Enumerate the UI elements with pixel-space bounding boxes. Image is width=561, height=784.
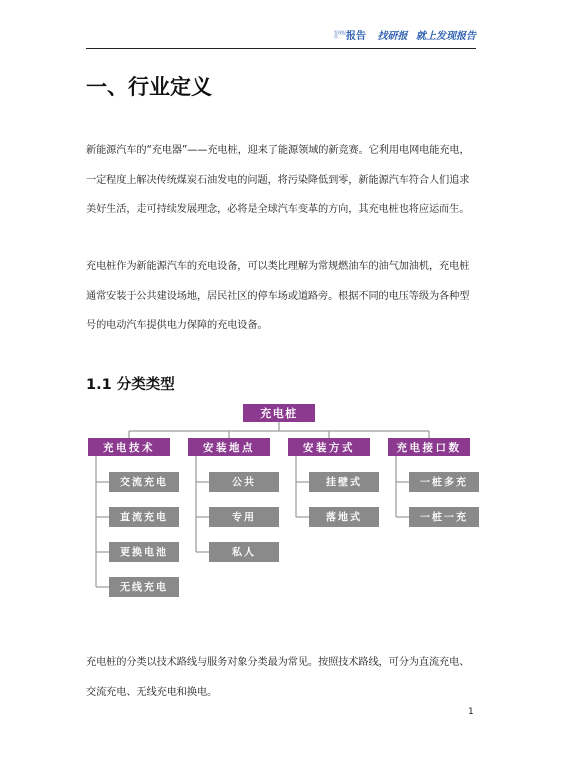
- section-heading: 1.1 分类类型: [86, 377, 175, 393]
- child-node-4-1-label: 一桩多充: [420, 477, 468, 489]
- logo-small-text: 发现报告: [334, 29, 346, 39]
- group-node-1-label: 充电技术: [103, 441, 155, 454]
- slogan-part-a: 找研报: [377, 31, 408, 42]
- child-node-1-1-label: 交流充电: [120, 477, 168, 489]
- paragraph-1: 新能源汽车的“充电器”——充电桩，迎来了能源领域的新竞赛。它利用电网电能充电，一定程度上解决传统煤炭石油发电的问题，将污染降低到零，新能源汽车符合人们追求美好生活，走可持续发展理念，必将是全球汽车变革的方向，其充电桩也将应运而生。: [86, 145, 470, 215]
- child-node-2-2-label: 专用: [232, 512, 256, 524]
- root-node-label: 充电桩: [260, 406, 298, 420]
- closing-paragraph: 充电桩的分类以技术路线与服务对象分类最为常见。按照技术路线，可分为直流充电、交流充电、无线充电和换电。: [86, 657, 470, 698]
- group-node-3-label: 安装方式: [303, 441, 355, 454]
- child-node-2-1-label: 公共: [232, 477, 256, 489]
- child-node-1-2-label: 直流充电: [120, 512, 168, 524]
- slogan-part-b: 就上发现报告: [416, 31, 476, 42]
- child-node-3-2-label: 落地式: [326, 512, 362, 524]
- child-node-2-3-label: 私人: [232, 547, 256, 559]
- logo-main-text: 报告: [346, 31, 366, 42]
- child-node-1-3-label: 更换电池: [120, 547, 168, 559]
- page-number: 1: [468, 707, 474, 717]
- child-node-4-2-label: 一桩一充: [420, 512, 468, 524]
- child-node-1-4-label: 无线充电: [120, 582, 168, 594]
- page-title: 一、行业定义: [86, 75, 212, 99]
- group-node-2-label: 安装地点: [203, 441, 255, 454]
- group-node-4-label: 充电接口数: [396, 441, 462, 454]
- paragraph-2: 充电桩作为新能源汽车的充电设备，可以类比理解为常规燃油车的油气加油机，充电桩通常安装于公共建设场地，居民社区的停车场或道路旁。根据不同的电压等级为各种型号的电动汽车提供电力保障的充电设备。: [86, 261, 470, 331]
- child-node-3-1-label: 挂壁式: [326, 477, 362, 489]
